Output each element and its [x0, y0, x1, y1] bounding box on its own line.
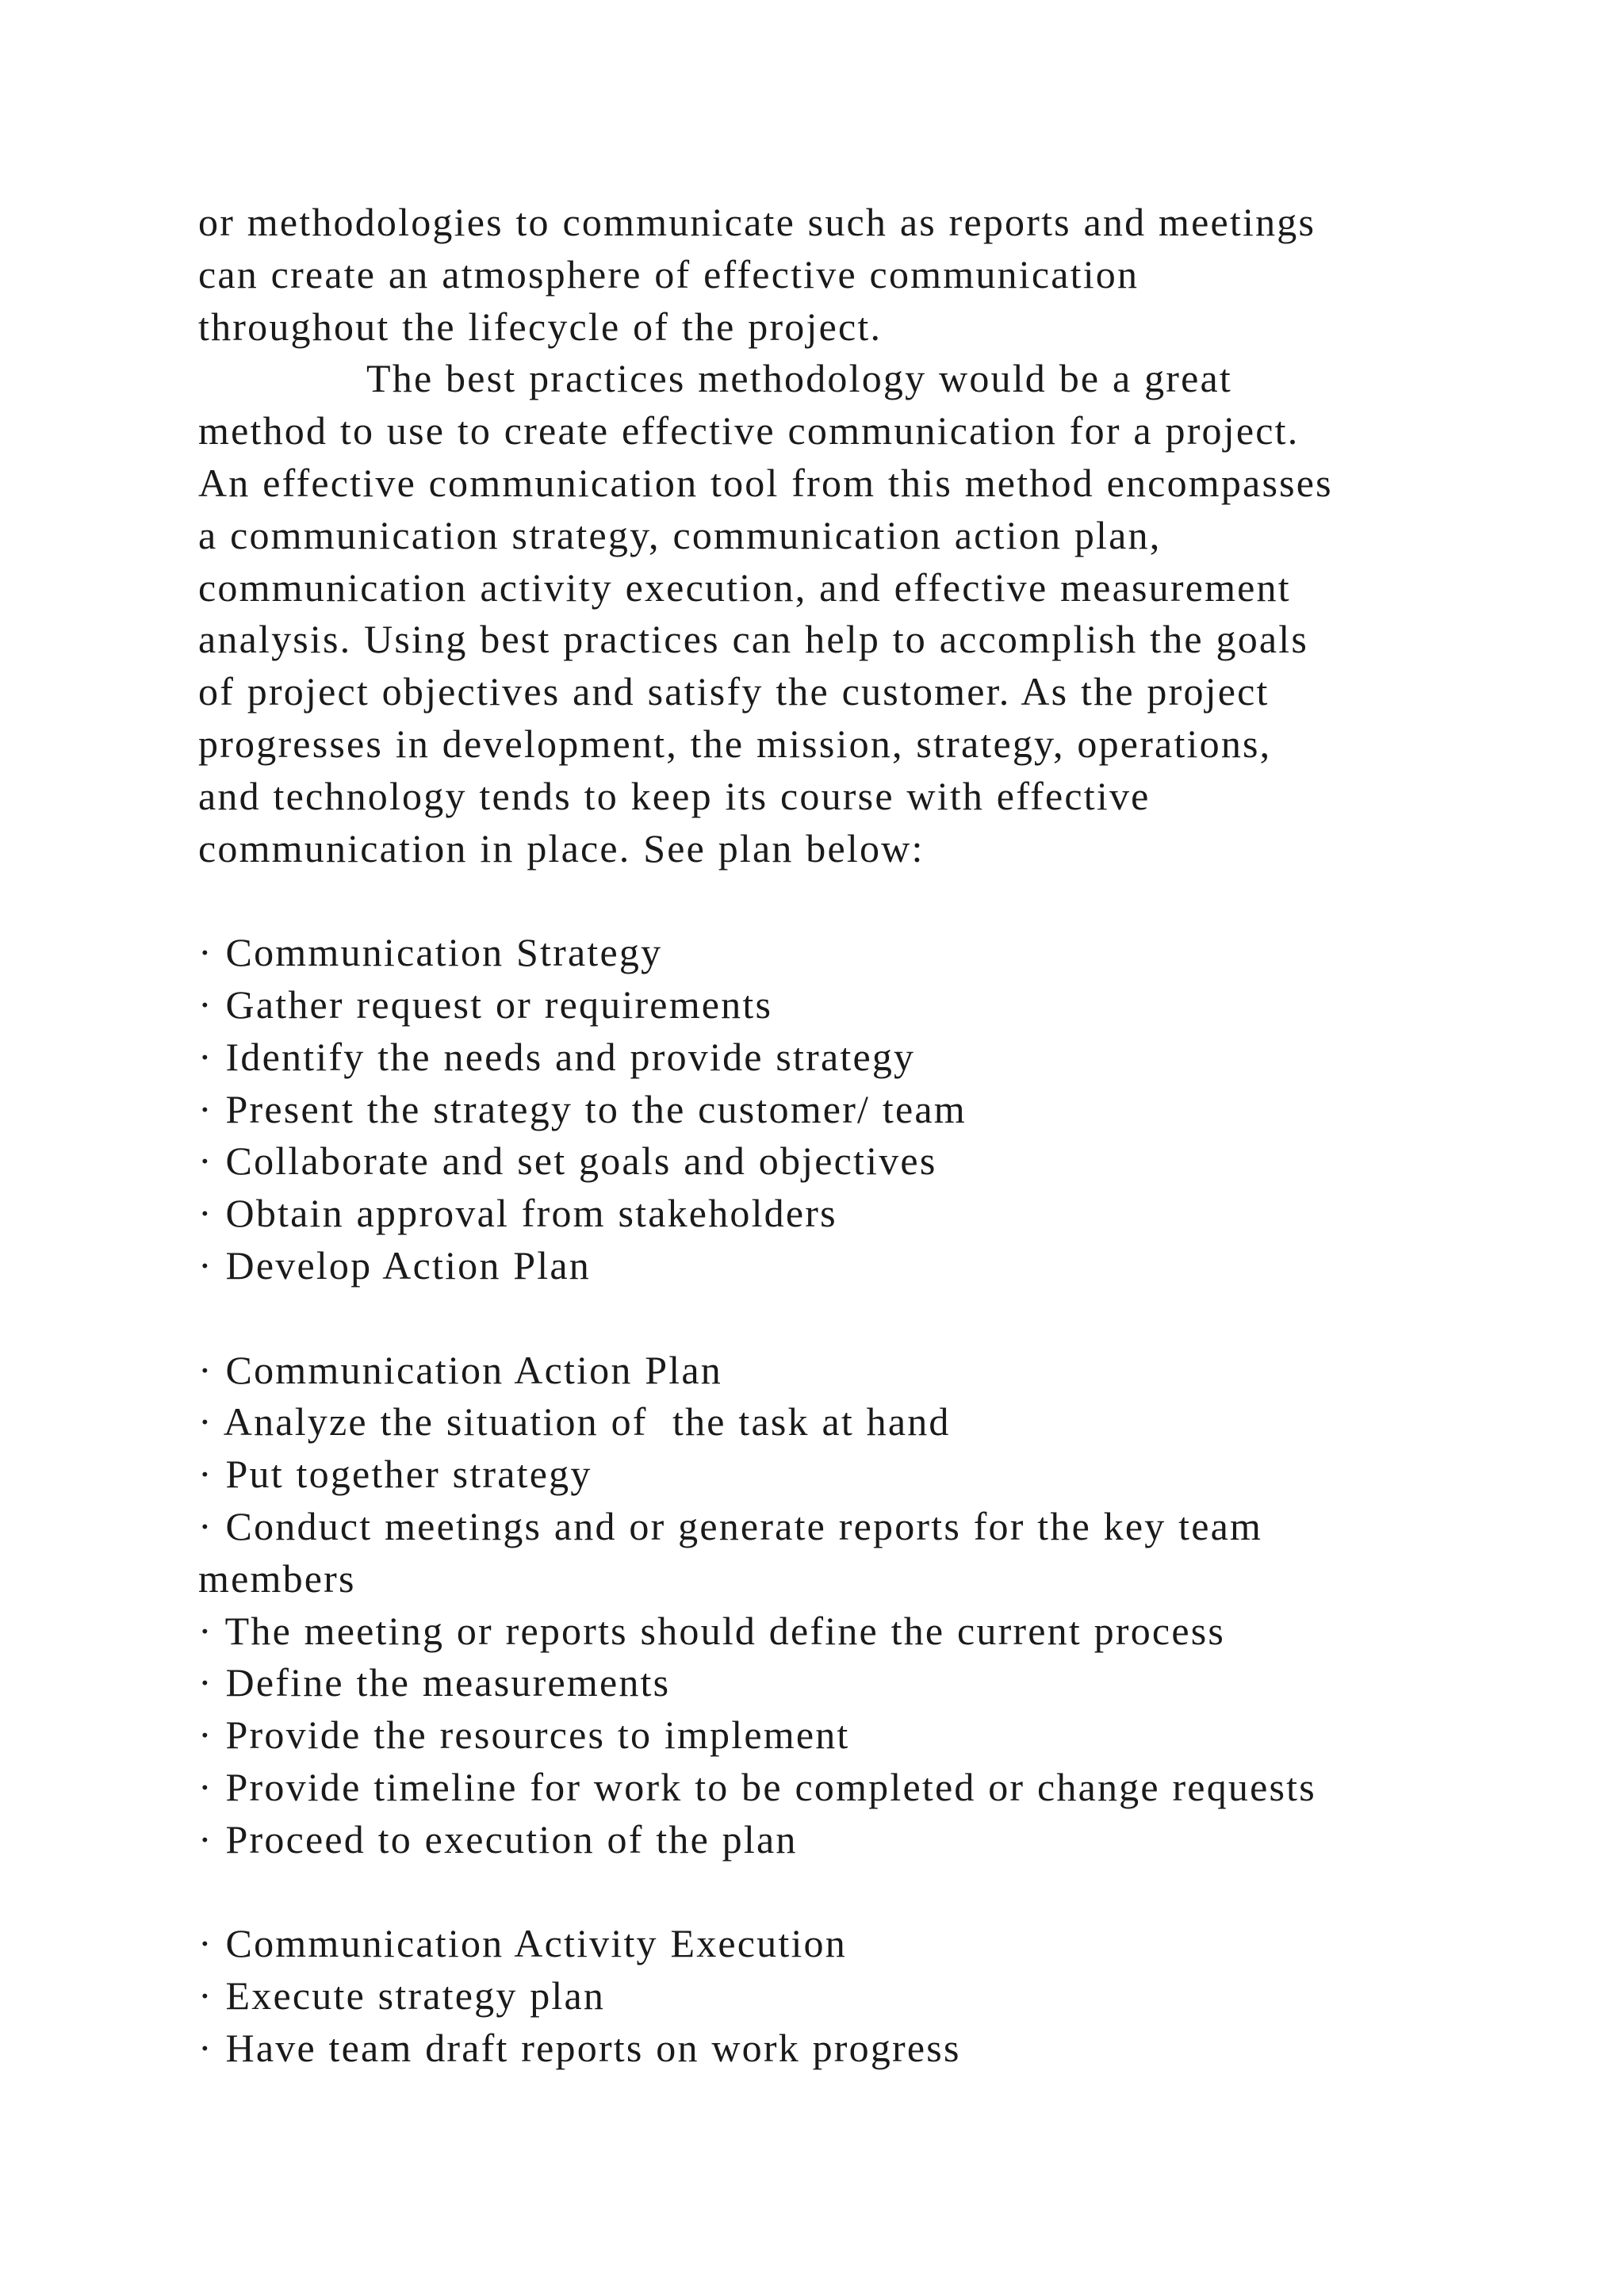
list-item: · Proceed to execution of the plan [198, 1816, 798, 1862]
list-item: · Collaborate and set goals and objectives [198, 1138, 937, 1184]
list-item: · Execute strategy plan [198, 1973, 606, 2019]
text-line: communication in place. See plan below: [198, 825, 925, 871]
list-item: · Conduct meetings and or generate reports for the key team [198, 1503, 1263, 1548]
list-item: · Develop Action Plan [198, 1242, 591, 1288]
list-item: · Identify the needs and provide strategy [198, 1034, 916, 1079]
document-body [198, 197, 1507, 2075]
text-line: analysis. Using best practices can help to accomplish the goals [198, 617, 1309, 662]
text-line: An effective communication tool from this method encompasses [198, 460, 1333, 505]
list-item: · Present the strategy to the customer/ team [198, 1086, 967, 1131]
text-line: a communication strategy, communication action plan, [198, 512, 1162, 557]
list-item: · Put together strategy [198, 1452, 592, 1497]
list-item: · The meeting or reports should define the current process [198, 1608, 1226, 1653]
text-line: can create an atmosphere of effective communication [198, 251, 1139, 297]
list-item: · Communication Action Plan [198, 1347, 722, 1392]
blank-line [198, 1292, 1507, 1345]
text-line-indented: The best practices methodology would be a great [366, 356, 1233, 401]
list-item: · Define the measurements [198, 1660, 671, 1705]
list-item: · Provide the resources to implement [198, 1712, 850, 1758]
blank-line [198, 1866, 1507, 1919]
list-item-continuation: members [198, 1556, 356, 1601]
list-item: · Provide timeline for work to be completed or change requests [198, 1764, 1316, 1809]
list-item: · Have team draft reports on work progress [198, 2025, 961, 2070]
text-line: or methodologies to communicate such as reports and meetings [198, 200, 1316, 244]
text-line: method to use to create effective communication for a project. [198, 408, 1300, 453]
text-line: progresses in development, the mission, strategy, operations, [198, 721, 1272, 766]
blank-line [198, 874, 1507, 927]
list-item: · Gather request or requirements [198, 982, 773, 1027]
list-item: · Obtain approval from stakeholders [198, 1191, 837, 1236]
list-item: · Communication Strategy [198, 930, 663, 975]
list-item: · Communication Activity Execution [198, 1921, 847, 1966]
text-line: throughout the lifecycle of the project. [198, 304, 883, 349]
text-line: of project objectives and satisfy the customer. As the project [198, 669, 1270, 714]
list-item: · Analyze the situation of the task at hand [198, 1399, 951, 1445]
text-line: communication activity execution, and effective measurement [198, 564, 1291, 610]
text-line: and technology tends to keep its course with effective [198, 773, 1151, 818]
